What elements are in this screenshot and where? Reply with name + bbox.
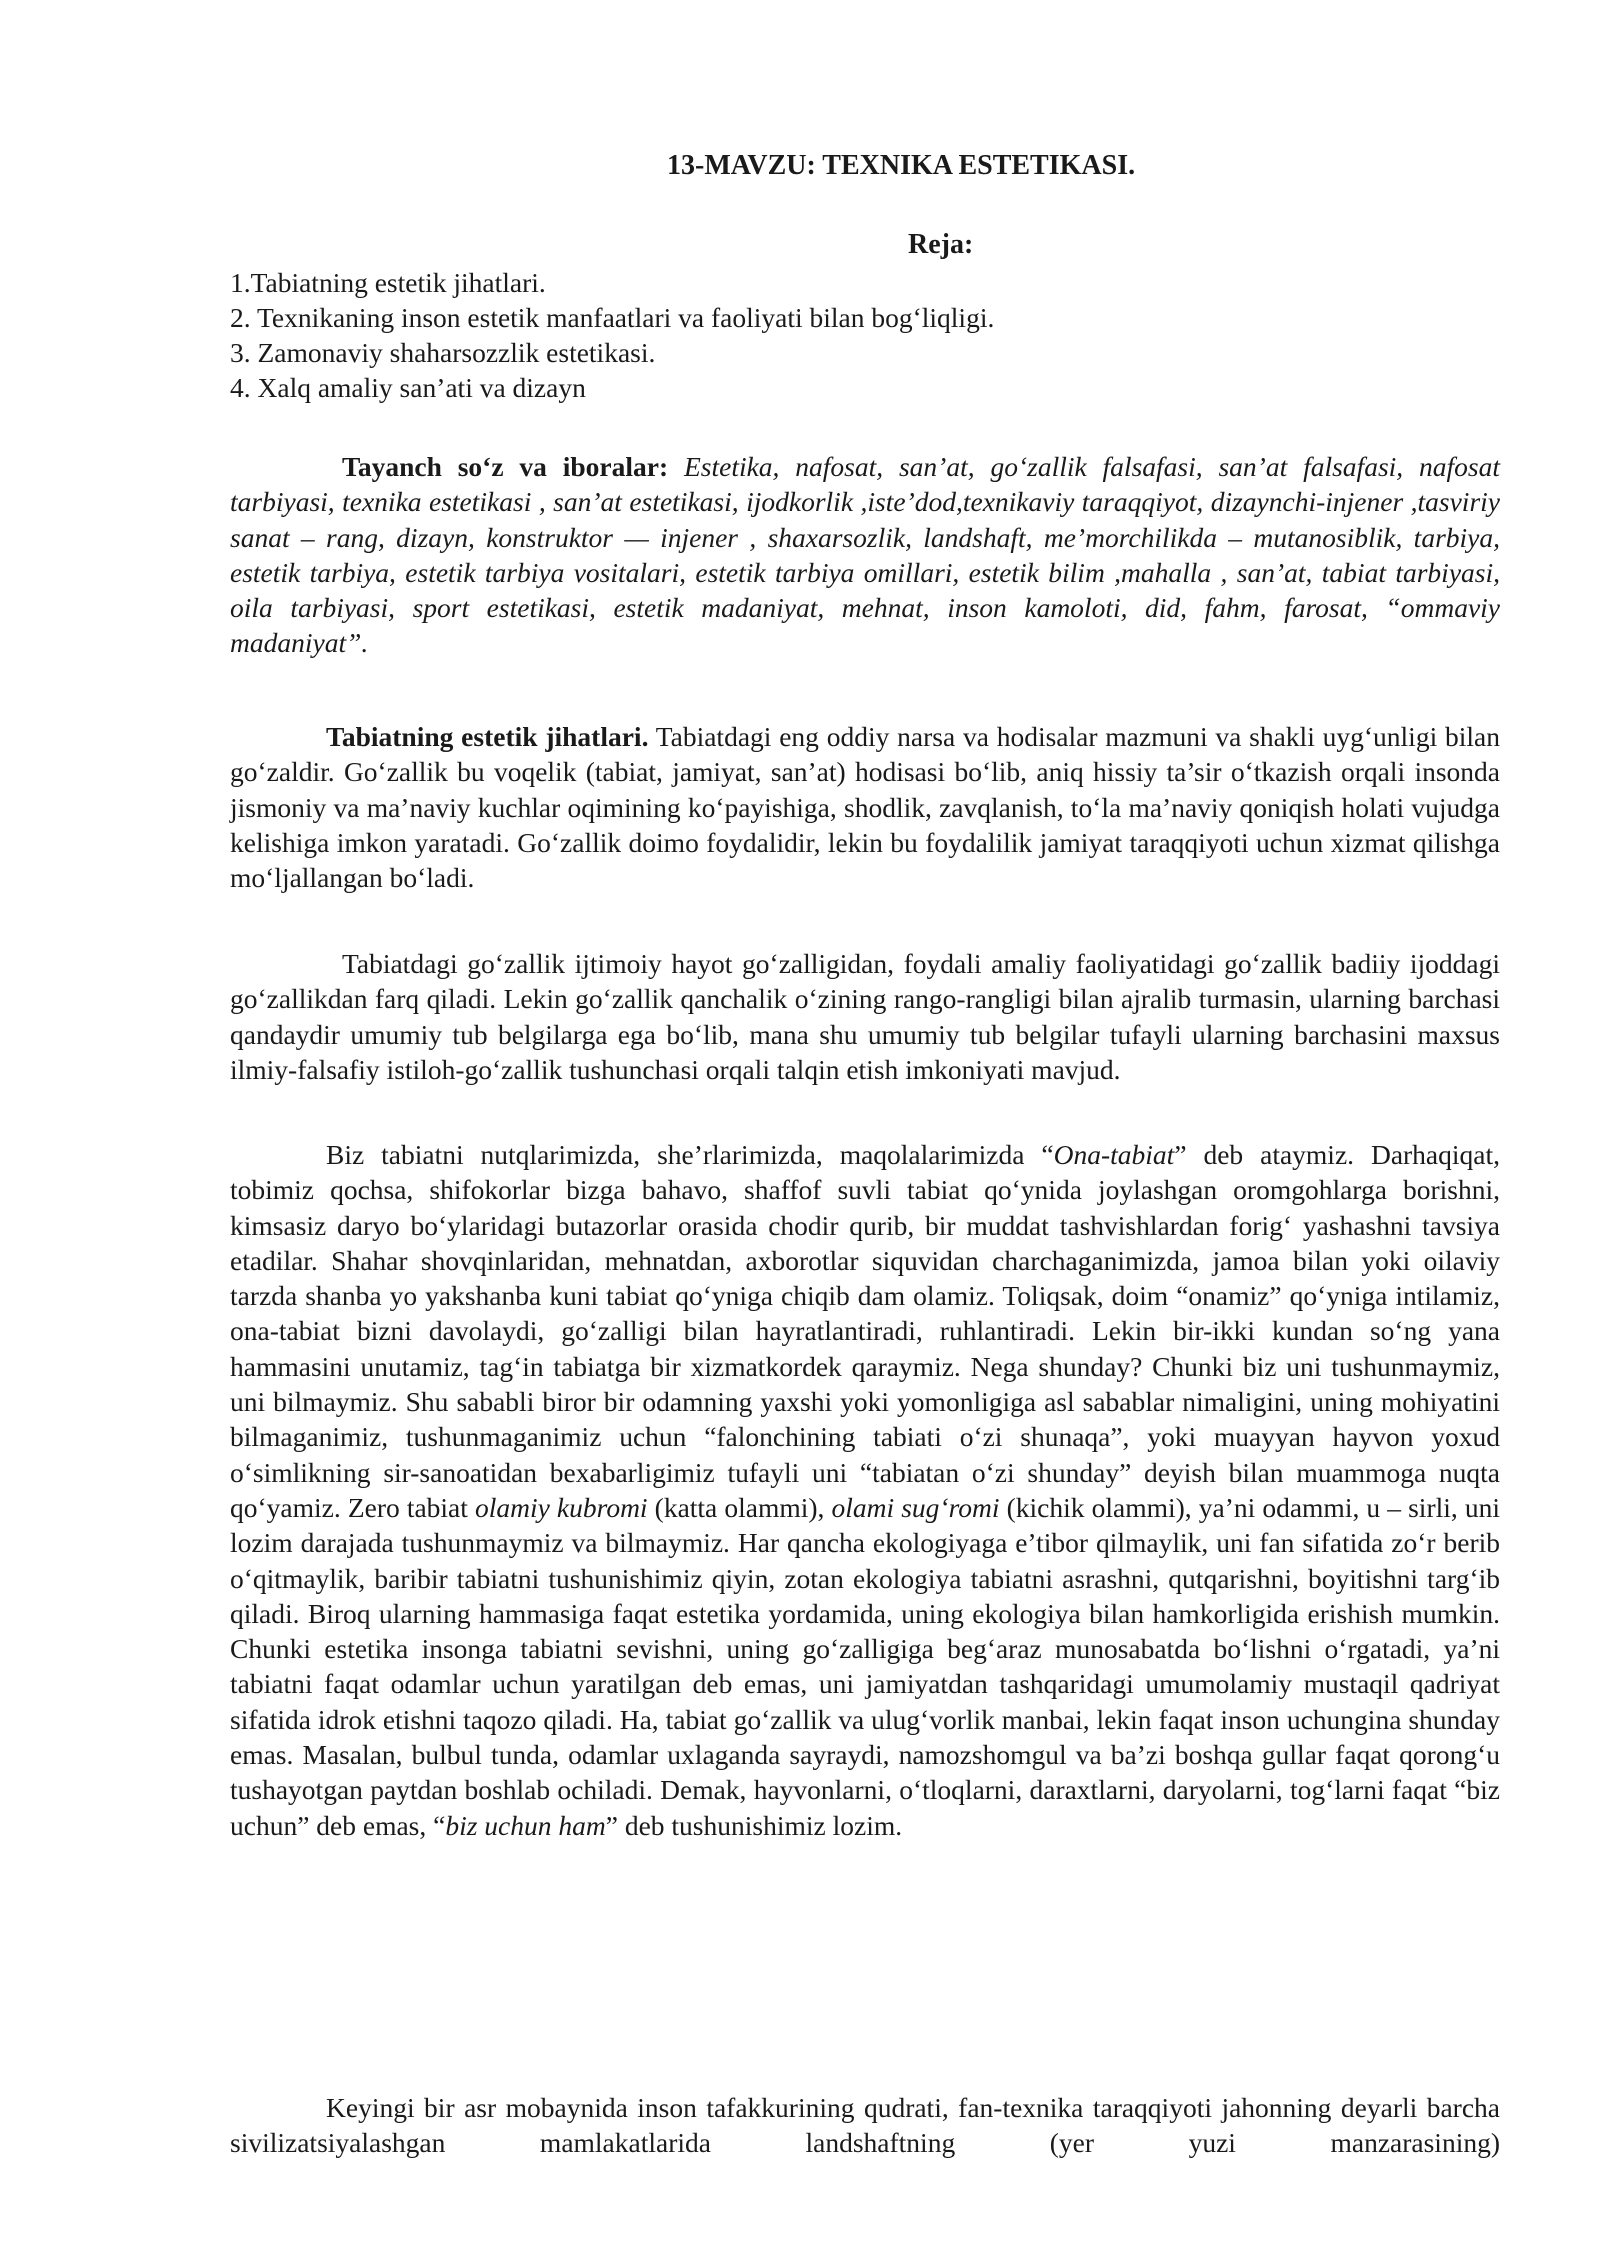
paragraph-text: Biz tabiatni nutqlarimizda, she’rlarimizda, maqolalarimizda “ — [326, 1139, 1054, 1170]
paragraph-text: ” deb ataymiz. Darhaqiqat, tobimiz qochsa, shifokorlar bizga bahavo, shaffof suvli tabiat qo‘ynida joylashgan oromgohlarga borishni, kimsasiz daryo bo‘ylaridagi butazorlar orasida chodir qurib, bir muddat tashvishlardan forig‘ yashashni tavsiya etadilar. Shahar shovqinlaridan, mehnatdan, axborotlar siquvidan charchaganimizda, jamoa bilan yoki oilaviy tarzda shanba yo yakshanba kuni tabiat qo‘yniga chiqib dam olamiz. Toliqsak, doim “onamiz” qo‘yniga intilamiz, ona-tabiat bizni davolaydi, go‘zalligi bilan hayratlantiradi, ruhlantiradi. Lekin bir-ikki kundan so‘ng yana hammasini unutamiz, tag‘in tabiatga bir xizmatkordek qaraymiz. Nega shunday? Chunki biz uni tushunmaymiz, uni bilmaymiz. Shu sababli biror bir odamning yaxshi yoki yomonligiga asl sabablar nimaligini, uning mohiyatini bilmaganimiz, tushunmaganimiz uchun “falonchining tabiati o‘zi shunaqa”, yoki muayyan hayvon yoxud o‘simlikning sir-sanoatidan bexabarligimiz tufayli uni “tabiatan o‘zi shunday” deyish bilan muammoga nuqta qo‘yamiz. Zero tabiat — [230, 1139, 1501, 1523]
section-heading: Tabiatning estetik jihatlari. — [326, 721, 649, 752]
paragraph-4: Keyingi bir asr mobaynida inson tafakkurining qudrati, fan-texnika taraqqiyoti jahonning deyarli barcha sivilizatsiyalashgan mamlakatlarida landshaftning (yer yuzi manzarasining) — [230, 2092, 1500, 2159]
plan-item: 2. Texnikaning inson estetik manfaatlari va faoliyati bilan bog‘liqligi. — [230, 302, 995, 333]
paragraph-text: ” deb tushunishimiz lozim. — [605, 1809, 903, 1841]
keywords-text: Estetika, nafosat, san’at, go‘zallik falsafasi, san’at falsafasi, nafosat tarbiyasi, texnika estetikasi , san’at estetikasi, ijodkorlik ,iste’dod,texnikaviy taraqqiyot, dizaynchi-injener ,tasviriy sanat – rang, dizayn, konstruktor — injener , shaxarsozlik, landshaft, me’morchilikda – mutanosiblik, tarbiya, estetik tarbiya, estetik tarbiya vositalari, estetik tarbiya omillari, estetik bilim ,mahalla , san’at, tabiat tarbiyasi, oila tarbiyasi, sport estetikasi, estetik madaniyat, mehnat, inson kamoloti, did, fahm, farosat, “ommaviy madaniyat”. — [230, 451, 1500, 659]
plan-heading: Reja: — [908, 229, 974, 260]
paragraph-text: (katta olammi), — [647, 1491, 832, 1523]
plan-item: 1.Tabiatning estetik jihatlari. — [230, 267, 546, 298]
plan-list — [230, 265, 994, 405]
paragraph-2: Tabiatdagi go‘zallik ijtimoiy hayot go‘zalligidan, foydali amaliy faoliyatidagi go‘zallik badiiy ijoddagi go‘zallikdan farq qiladi. Lekin go‘zallik qanchalik o‘zining rango-rangligi bilan ajralib turmasin, ularning barchasi qandaydir umumiy tub belgilarga ega bo‘lib, mana shu umumiy tub belgilar tufayli ularning barchasini maxsus ilmiy-falsafiy istiloh-go‘zallik tushunchasi orqali talqin etish imkoniyati mavjud. — [230, 948, 1500, 1085]
paragraph-3 — [230, 1137, 1500, 1843]
italic-term: olamiy kubromi — [475, 1491, 648, 1523]
italic-term: olami sug‘romi — [831, 1491, 1000, 1523]
plan-item: 4. Xalq amaliy san’ati va dizayn — [230, 372, 586, 403]
keywords-label: Tayanch so‘z va iboralar: — [342, 451, 669, 482]
paragraph-text: Tabiatdagi eng oddiy narsa va hodisalar mazmuni va shakli uyg‘unligi bilan go‘zaldir. Go‘zallik bu voqelik (tabiat, jamiyat, san’at) hodisasi bo‘lib, aniq hissiy ta’sir o‘tkazish orqali insonda jismoniy va ma’naviy kuchlar oqimining ko‘payishiga, shodlik, zavqlanish, to‘la ma’naviy qoniqish holati vujudga kelishiga imkon yaratadi. Go‘zallik doimo foydalidir, lekin bu foydalilik jamiyat taraqqiyoti uchun xizmat qilishga mo‘ljallangan bo‘ladi. — [230, 721, 1500, 894]
plan-item: 3. Zamonaviy shaharsozzlik estetikasi. — [230, 337, 656, 368]
keywords-paragraph — [230, 449, 1500, 661]
italic-term: biz uchun ham — [445, 1809, 606, 1841]
paragraph-text: (kichik olammi), ya’ni odammi, u – sirli, uni lozim darajada tushunmaymiz va bilmaymiz. Har qancha ekologiyaga e’tibor qilmaylik, uni fan sifatida zo‘r berib o‘qitmaylik, baribir tabiatni tushunishimiz qiyin, zotan ekologiya tabiatni asrashni, qutqarishni, boyitishni targ‘ib qiladi. Biroq ularning hammasiga faqat estetika yordamida, uning ekologiya bilan hamkorligida erishish mumkin. Chunki estetika insonga tabiatni sevishni, uning go‘zalligiga beg‘araz munosabatda bo‘lishni o‘rgatadi, ya’ni tabiatni faqat odamlar uchun yaratilgan deb emas, uni jamiyatdan tashqaridagi umumolamiy mustaqil qadriyat sifatida idrok etishni taqozo qiladi. Ha, tabiat go‘zallik va ulug‘vorlik manbai, lekin faqat inson uchungina shunday emas. Masalan, bulbul tunda, odamlar uxlaganda sayraydi, namozshomgul va ba’zi boshqa gullar faqat qorong‘u tushayotgan paytdan boshlab ochiladi. Demak, hayvonlarni, o‘tloqlarni, daraxtlarni, daryolarni, tog‘larni faqat “biz uchun” deb emas, “ — [230, 1491, 1500, 1841]
page-title: 13-MAVZU: TEXNIKA ESTETIKASI. — [667, 150, 1136, 181]
paragraph-1 — [230, 719, 1500, 895]
italic-term: Ona-tabiat — [1053, 1139, 1175, 1170]
